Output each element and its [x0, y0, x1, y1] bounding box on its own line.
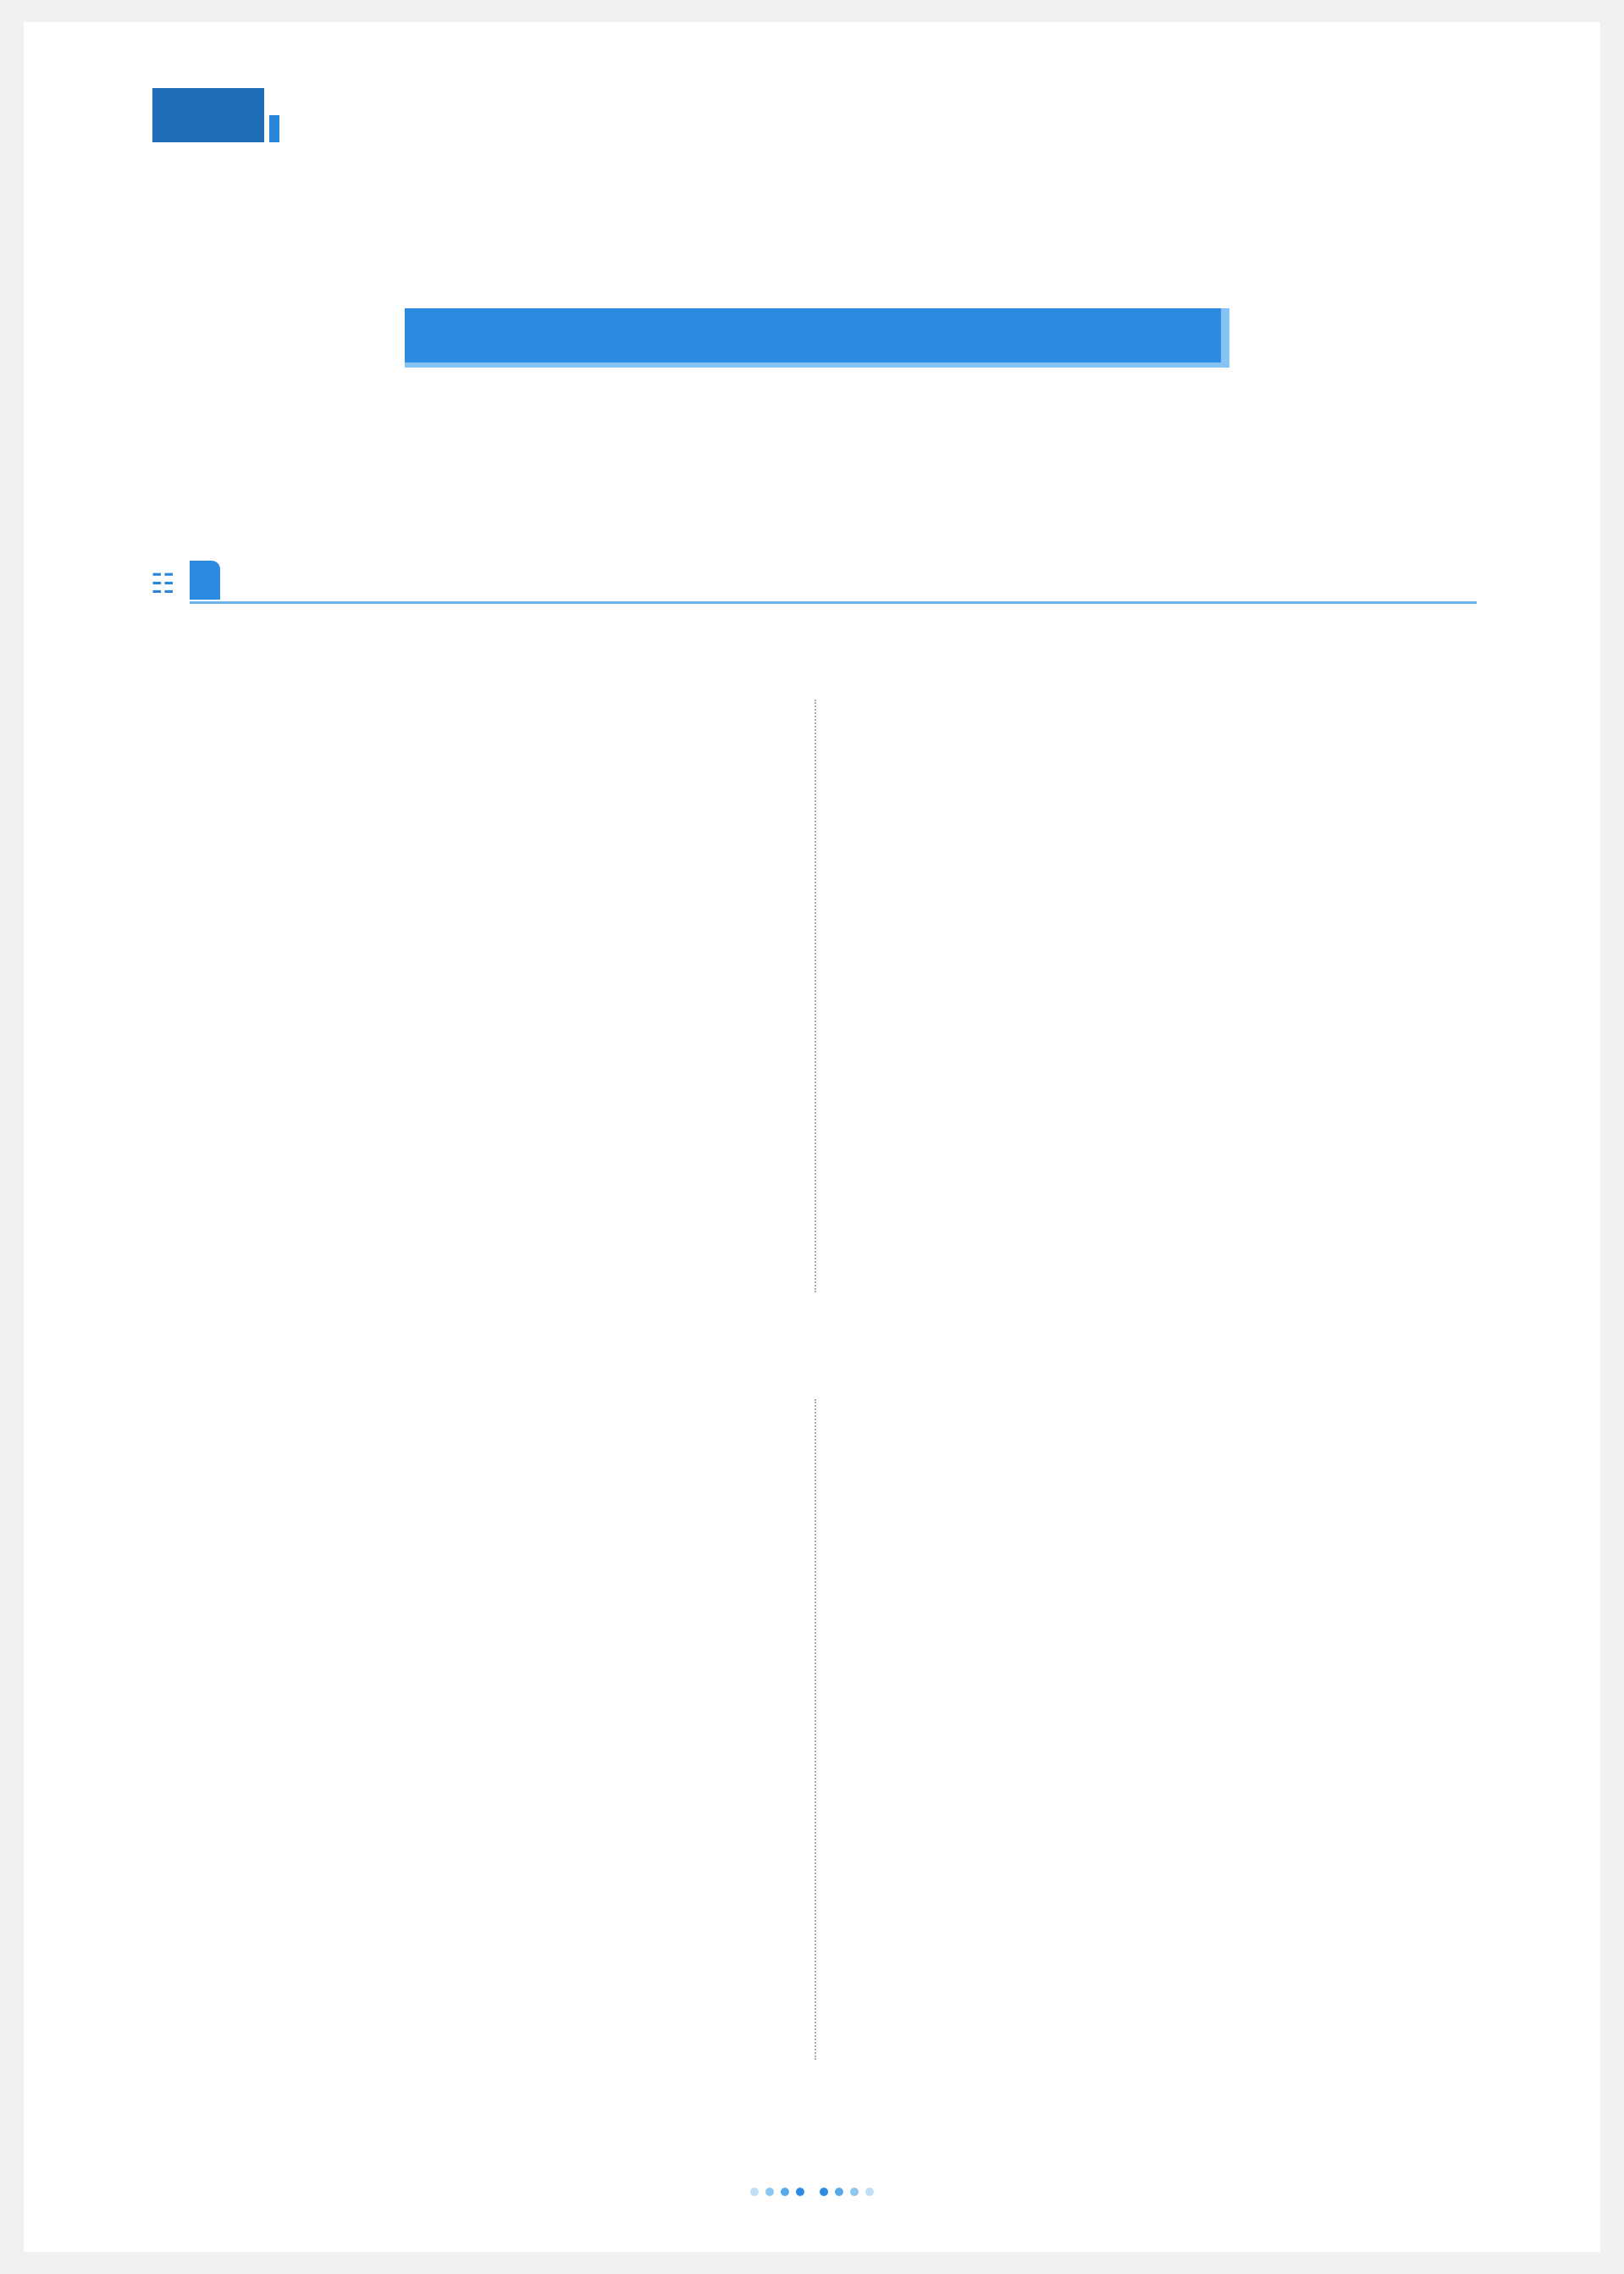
section-title — [190, 561, 220, 600]
dot-icon — [865, 2188, 874, 2196]
dot-icon — [850, 2188, 859, 2196]
checklist-icon: ☷ — [151, 567, 175, 600]
column-divider — [815, 700, 816, 1292]
dot-icon — [820, 2188, 828, 2196]
dot-icon — [835, 2188, 843, 2196]
column-divider — [815, 1399, 816, 2060]
dot-icon — [781, 2188, 789, 2196]
subject-label — [269, 115, 279, 142]
dot-icon — [750, 2188, 759, 2196]
dot-icon — [796, 2188, 804, 2196]
dot-icon — [765, 2188, 774, 2196]
publisher-logo — [152, 88, 279, 142]
logo-mark — [152, 88, 264, 142]
page-footer — [0, 2173, 1624, 2207]
lesson-title — [405, 308, 1229, 368]
section-divider — [190, 601, 1477, 604]
